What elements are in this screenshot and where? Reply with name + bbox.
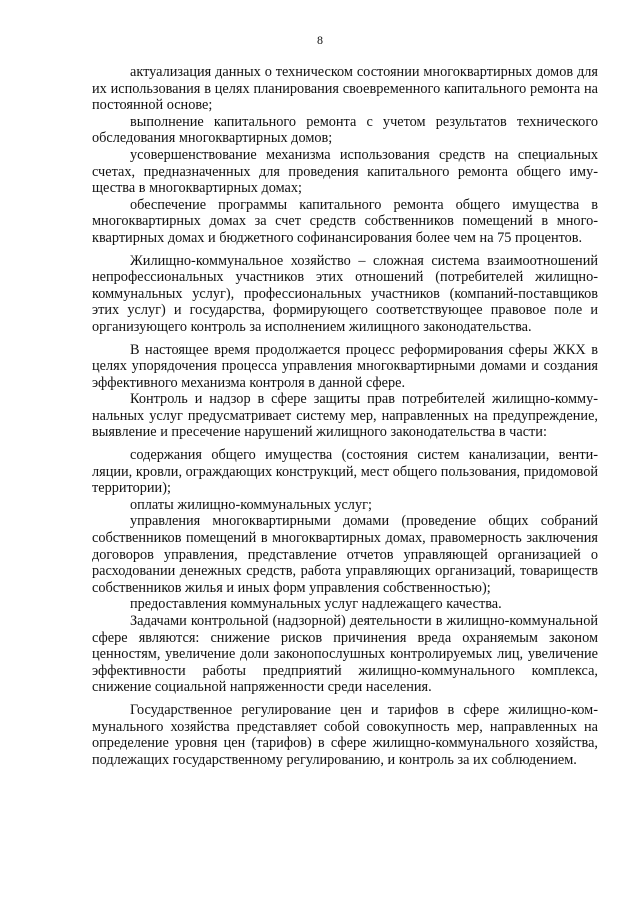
paragraph-2: выполнение капитального ремонта с учетом результатов технического обследования многоквартирных домов; [92, 113, 598, 147]
paragraph-12: Задачами контрольной (надзорной) деятельности в жилищно-коммунальной сфере являются: снижение рисков причинения вреда охраняемым законом ценностям, увеличение доли законопослушных контролируемых лиц, увеличение эффективности работы предприятий жилищно-коммунального комплекса, снижение социальной напряженности среди населения. [92, 613, 598, 696]
paragraph-8: содержания общего имущества (состояния систем канализации, вентиляции, кровли, ограждающих конструкций, мест общего пользования, придомовой территории); [92, 447, 598, 497]
paragraph-1: актуализация данных о техническом состоянии многоквартирных домов для их использования в целях планирования своевременного капитального ремонта на постоянной основе; [92, 64, 598, 114]
document-body [92, 64, 598, 768]
paragraph-5: Жилищно-коммунальное хозяйство – сложная система взаимоотношений непрофессиональных участников этих отношений (потребителей жилищно-коммунальных услуг), профессиональных участников (компаний-поставщиков этих услуг) и государства, формирующего соответствующее правовое поле и организующего контроль за исполнением жилищного законодательства. [92, 252, 598, 335]
paragraph-10: управления многоквартирными домами (проведение общих собраний собственников помещений в многоквартирных домах, правомерность заключения договоров управления, представление отчетов управляющей организацией о расходовании денежных средств, работа управляющих организаций, товариществ собственников жилья и иных форм управления собственностью); [92, 513, 598, 596]
paragraph-7: Контроль и надзор в сфере защиты прав потребителей жилищно-коммунальных услуг предусматривает систему мер, направленных на предупреждение, выявление и пресечение нарушений жилищного законодательства в части: [92, 391, 598, 441]
page-number: 8 [317, 33, 323, 47]
paragraph-9: оплаты жилищно-коммунальных услуг; [130, 496, 372, 513]
paragraph-13: Государственное регулирование цен и тарифов в сфере жилищно-коммунального хозяйства представляет собой совокупность мер, направленных на определение уровня цен (тарифов) в сфере жилищно-коммунального хозяйства, подлежащих государственному регулированию, и контроль за их соблюдением. [92, 701, 598, 768]
paragraph-11: предоставления коммунальных услуг надлежащего качества. [130, 596, 502, 613]
paragraph-3: усовершенствование механизма использования средств на специальных счетах, предназначенных для проведения капитального ремонта общего имущества в многоквартирных домах; [92, 146, 598, 197]
paragraph-6: В настоящее время продолжается процесс реформирования сферы ЖКХ в целях упорядочения процесса управления многоквартирными домами и создания эффективного механизма контроля в данной сфере. [92, 341, 598, 391]
paragraph-4: обеспечение программы капитального ремонта общего имущества в многоквартирных домах за счет средств собственников помещений в многоквартирных домах и бюджетного софинансирования более чем на 75 процентов. [92, 196, 598, 246]
